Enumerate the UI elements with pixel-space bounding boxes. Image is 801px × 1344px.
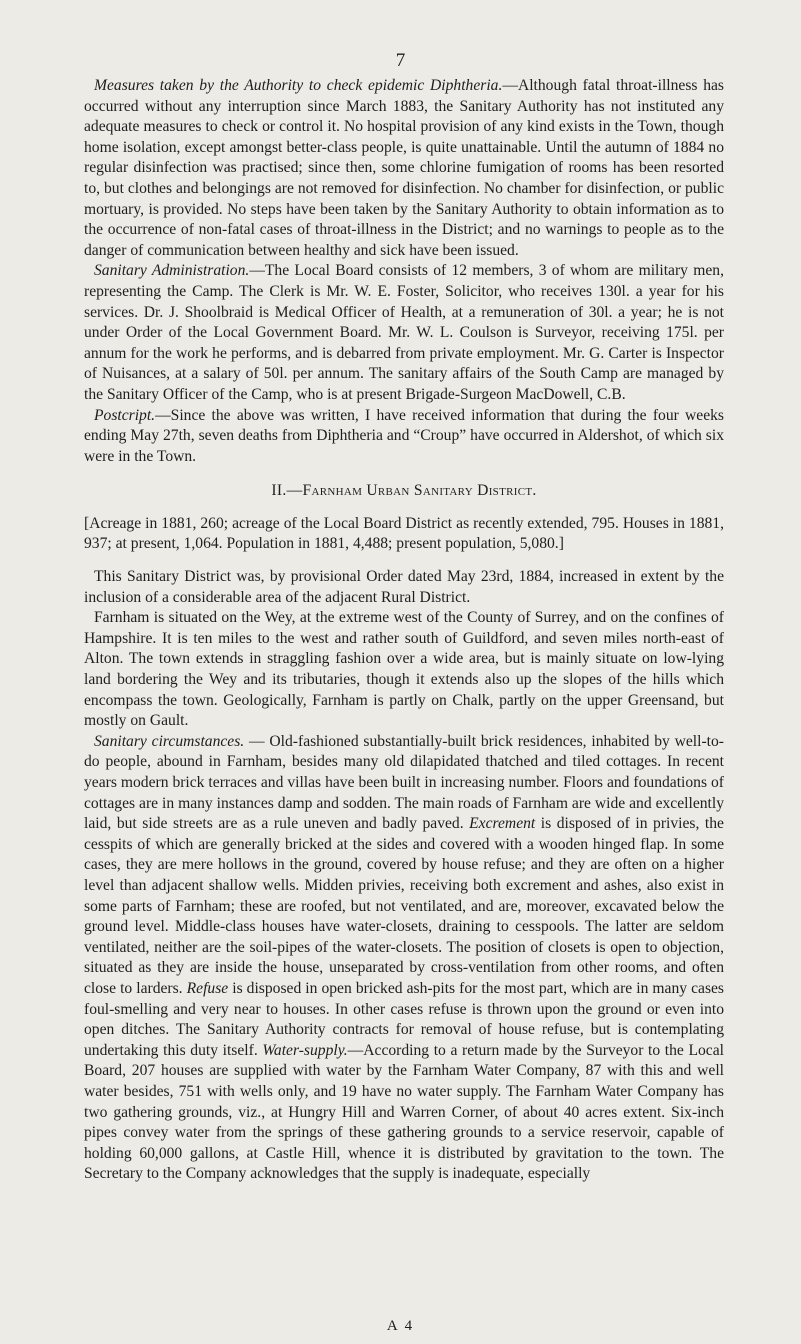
signature-mark: A 4 [386, 1318, 415, 1334]
paragraph-title: Sanitary circumstances. [94, 732, 245, 750]
body-text [84, 76, 724, 1185]
inline-title-excrement: Excrement [469, 815, 536, 833]
paragraph-title: Sanitary Administration. [94, 262, 250, 280]
paragraph-sanitary-circumstances [84, 732, 724, 1185]
paragraph-situation: Farnham is situated on the Wey, at the extreme west of the County of Surrey, and on the confines of Hampshire. It is ten miles to the west and rather south of Guildford, and seven miles north-east of Alton. The town extends in straggling fashion over a wide area, but is mainly situate on low-lying land bordering the Wey and its tributaries, though it extends also up the slopes of the hills which encompass the town. Geologically, Farnham is partly on Chalk, partly on the upper Greensand, but mostly on Gault. [84, 609, 724, 730]
page-number: 7 [395, 50, 406, 71]
paragraph-body: — Old-fashioned substantially-built brick residences, inhabited by well-to-do people, abound in Farnham, besides many old dilapidated thatched and tiled cottages. In recent years modern brick terraces and villas have been built in increasing number. Floors and foundations of cottages are in many instances damp and sodden. The main roads of Farnham are wide and excellently laid, but side streets are as a rule uneven and badly paved. [84, 732, 724, 833]
paragraph-sanitary-administration [84, 261, 724, 405]
inline-title-refuse: Refuse [186, 979, 229, 997]
paragraph-body: is disposed in open bricked ash-pits for the most part, which are in many cases foul-smelling and very near to houses. In other cases refuse is thrown upon the ground or even into open ditches. The Sanitary Authority contracts for removal of house refuse, but is contemplating undertaking this duty itself. [84, 979, 724, 1059]
paragraph-diphtheria-measures [84, 76, 724, 261]
paragraph-body: —According to a return made by the Surveyor to the Local Board, 207 houses are supplied with water by the Farnham Water Company, 87 with this and well water besides, 751 with wells only, and 19 have no water supply. The Farnham Water Company has two gathering grounds, viz., at Hungry Hill and Warren Corner, of about 40 acres extent. Six-inch pipes convey water from the springs of these gathering grounds to a service reservoir, capable of holding 60,000 gallons, at Castle Hill, whence it is distributed by gravitation to the town. The Secretary to the Company acknowledges that the supply is inadequate, especially [84, 1041, 724, 1183]
paragraph-provisional-order: This Sanitary District was, by provisional Order dated May 23rd, 1884, increased in extent by the inclusion of a considerable area of the adjacent Rural District. [84, 568, 724, 606]
paragraph-body: is disposed of in privies, the cesspits of which are generally bricked at the sides and covered with a wooden hinged flap. In some cases, they are mere hollows in the ground, covered by house refuse; and they are often on a higher level than adjacent shallow wells. Midden privies, receiving both excrement and ashes, also exist in some parts of Farnham; these are roofed, but not ventilated, and are, moreover, excavated below the ground level. Middle-class houses have water-closets, draining to cesspools. The latter are seldom ventilated, neither are the soil-pipes of the water-closets. The position of closets is open to objection, situated as they are inside the house, unseparated by cross-ventilation from other rooms, and often close to larders. [84, 815, 724, 997]
paragraph-postscript [84, 406, 724, 468]
paragraph-body: —Since the above was written, I have received information that during the four weeks ending May 27th, seven deaths from Diphtheria and “Croup” have occurred in Aldershot, of which six were in the Town. [84, 406, 724, 465]
paragraph-title: Measures taken by the Authority to check epidemic Diphtheria. [94, 77, 503, 94]
paragraph-title: Postcript. [94, 406, 156, 424]
paragraph-body: —Although fatal throat-illness has occurred without any interruption since March 1883, the Sanitary Authority has not instituted any adequate measures to check or control it. No hospital provision of any kind exists in the Town, though home isolation, except amongst better-class people, is quite unattainable. Until the autumn of 1884 no regular disinfection was practised; since then, some chlorine fumigation of rooms has been resorted to, but clothes and belongings are not removed for disinfection. No chamber for disinfection, or public mortuary, is provided. No steps have been taken by the Sanitary Authority to obtain information as to the occurrence of non-fatal cases of throat-illness in the District; and no warnings to people as to the danger of communication between healthy and sick have been issued. [84, 77, 724, 259]
section-heading: II.—Farnham Urban Sanitary District. [271, 482, 537, 500]
acreage-note: [Acreage in 1881, 260; acreage of the Local Board District as recently extended, 795. Houses in 1881, 937; at present, 1,064. Population in 1881, 4,488; present population, 5,080.] [84, 514, 724, 553]
inline-title-water-supply: Water-supply. [262, 1041, 348, 1059]
paragraph-body: —The Local Board consists of 12 members, 3 of whom are military men, representing the Camp. The Clerk is Mr. W. E. Foster, Solicitor, who receives 130l. a year for his services. Dr. J. Shoolbraid is Medical Officer of Health, at a remuneration of 30l. a year; he is not under Order of the Local Government Board. Mr. W. L. Coulson is Surveyor, receiving 175l. per annum for the work he performs, and is debarred from private employment. Mr. G. Carter is Inspector of Nuisances, at a salary of 50l. per annum. The sanitary affairs of the South Camp are managed by the Sanitary Officer of the Camp, who is at present Brigade-Surgeon MacDowell, C.B. [84, 262, 724, 403]
